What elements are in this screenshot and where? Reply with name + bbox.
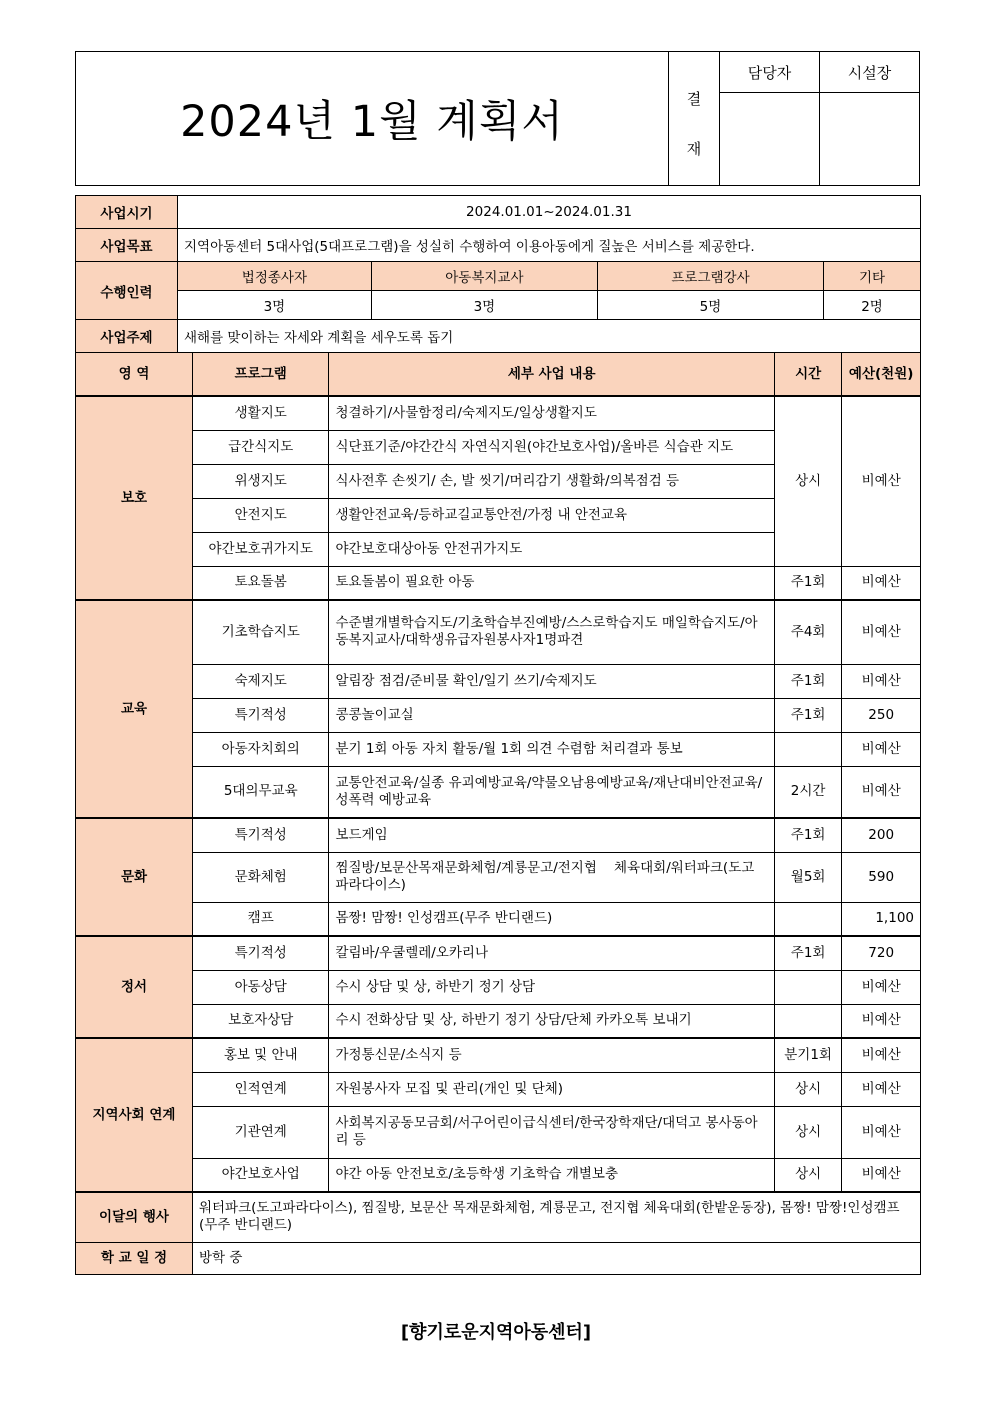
theme-value: 새해를 맞이하는 자세와 계획을 세우도록 돕기 — [178, 320, 921, 354]
approval-label — [669, 52, 720, 186]
signer-manager: 담당자 — [720, 52, 820, 93]
program-name: 안전지도 — [192, 498, 329, 532]
organization-footer: [향기로운지역아동센터] — [400, 1322, 592, 1343]
program-time: 월5회 — [774, 852, 841, 902]
goal-value: 지역아동센터 5대사업(5대프로그램)을 성실히 수행하여 이용아동에게 질높은 서비스를 제공한다. — [178, 229, 921, 262]
program-detail: 몸짱! 맘짱! 인성캠프(무주 반디랜드) — [329, 902, 774, 936]
program-time: 주1회 — [774, 698, 841, 732]
program-time: 상시 — [774, 396, 841, 566]
program-budget: 비예산 — [842, 566, 921, 600]
col-header-budget: 예산(천원) — [842, 353, 921, 397]
events-value: 워터파크(도고파라다이스), 찜질방, 보문산 목재문화체험, 계룡문고, 전지협 체육대회(한밭운동장), 몸짱! 맘짱!인성캠프(무주 반디랜드) — [192, 1192, 920, 1242]
program-name: 홍보 및 안내 — [192, 1038, 329, 1072]
school-schedule-value: 방학 중 — [192, 1242, 920, 1274]
program-time: 주1회 — [774, 936, 841, 970]
program-detail: 가정통신문/소식지 등 — [329, 1038, 774, 1072]
program-time — [774, 732, 841, 766]
program-detail: 식단표기준/야간간식 자연식지원(야간보호사업)/올바른 식습관 지도 — [329, 430, 774, 464]
program-name: 위생지도 — [192, 464, 329, 498]
program-budget: 비예산 — [842, 396, 921, 566]
program-detail: 식사전후 손씻기/ 손, 발 씻기/머리감기 생활화/의복점검 등 — [329, 464, 774, 498]
program-name: 토요돌봄 — [192, 566, 329, 600]
area-label: 보호 — [76, 396, 193, 600]
project-info-table — [75, 195, 921, 355]
approval-label-bottom: 재 — [686, 139, 702, 158]
program-detail: 사회복지공동모금회/서구어린이급식센터/한국장학재단/대덕고 봉사동아리 등 — [329, 1106, 774, 1158]
program-budget: 비예산 — [842, 732, 921, 766]
program-name: 생활지도 — [192, 396, 329, 430]
staff-header: 프로그램강사 — [597, 262, 823, 291]
program-detail: 분기 1회 아동 자치 활동/월 1회 의견 수렴함 처리결과 통보 — [329, 732, 774, 766]
staff-count: 5명 — [597, 291, 823, 320]
signature-box-manager — [720, 93, 820, 186]
signer-director: 시설장 — [820, 52, 920, 93]
program-time — [774, 1004, 841, 1038]
program-time: 주1회 — [774, 664, 841, 698]
area-label: 문화 — [76, 818, 193, 936]
program-budget: 720 — [842, 936, 921, 970]
program-detail: 수시 전화상담 및 상, 하반기 정기 상담/단체 카카오톡 보내기 — [329, 1004, 774, 1038]
area-label: 지역사회 연계 — [76, 1038, 193, 1192]
staff-header: 법정종사자 — [178, 262, 372, 291]
program-name: 특기적성 — [192, 818, 329, 852]
program-detail: 야간보호대상아동 안전귀가지도 — [329, 532, 774, 566]
program-name: 야간보호사업 — [192, 1158, 329, 1192]
program-time: 상시 — [774, 1072, 841, 1106]
program-name: 기초학습지도 — [192, 600, 329, 664]
program-detail: 교통안전교육/실종 유괴예방교육/약물오남용예방교육/재난대비안전교육/성폭력 예방교육 — [329, 766, 774, 818]
staff-count: 2명 — [824, 291, 921, 320]
area-label: 정서 — [76, 936, 193, 1038]
document-title: 2024년 1월 계획서 — [76, 52, 669, 186]
program-time: 주4회 — [774, 600, 841, 664]
program-detail: 토요돌봄이 필요한 아동 — [329, 566, 774, 600]
school-schedule-label: 학 교 일 정 — [76, 1242, 193, 1274]
program-detail: 알림장 점검/준비물 확인/일기 쓰기/숙제지도 — [329, 664, 774, 698]
program-name: 기관연계 — [192, 1106, 329, 1158]
staff-count: 3명 — [178, 291, 372, 320]
col-header-time: 시간 — [774, 353, 841, 397]
program-budget: 1,100 — [842, 902, 921, 936]
theme-label: 사업주제 — [76, 320, 178, 354]
program-detail: 수준별개별학습지도/기초학습부진예방/스스로학습지도 매일학습지도/아동복지교사/대학생유급자원봉사자1명파견 — [329, 600, 774, 664]
col-header-detail: 세부 사업 내용 — [329, 353, 774, 397]
program-name: 아동상담 — [192, 970, 329, 1004]
program-name: 캠프 — [192, 902, 329, 936]
program-detail: 자원봉사자 모집 및 관리(개인 및 단체) — [329, 1072, 774, 1106]
program-name: 특기적성 — [192, 936, 329, 970]
staff-label: 수행인력 — [76, 262, 178, 320]
program-budget: 200 — [842, 818, 921, 852]
staff-header: 기타 — [824, 262, 921, 291]
program-name: 숙제지도 — [192, 664, 329, 698]
program-name: 문화체험 — [192, 852, 329, 902]
program-time: 상시 — [774, 1106, 841, 1158]
program-budget: 비예산 — [842, 1158, 921, 1192]
program-time — [774, 902, 841, 936]
events-label: 이달의 행사 — [76, 1192, 193, 1242]
program-name: 보호자상담 — [192, 1004, 329, 1038]
program-budget: 비예산 — [842, 1038, 921, 1072]
program-detail: 수시 상담 및 상, 하반기 정기 상담 — [329, 970, 774, 1004]
program-budget: 비예산 — [842, 970, 921, 1004]
col-header-area: 영 역 — [76, 353, 193, 397]
program-plan-table — [75, 352, 921, 1275]
approval-header — [75, 51, 920, 186]
period-label: 사업시기 — [76, 196, 178, 229]
program-budget: 비예산 — [842, 664, 921, 698]
program-detail: 칼림바/우쿨렐레/오카리나 — [329, 936, 774, 970]
program-detail: 청결하기/사물함정리/숙제지도/일상생활지도 — [329, 396, 774, 430]
program-time: 상시 — [774, 1158, 841, 1192]
program-name: 급간식지도 — [192, 430, 329, 464]
program-detail: 생활안전교육/등하교길교통안전/가정 내 안전교육 — [329, 498, 774, 532]
goal-label: 사업목표 — [76, 229, 178, 262]
program-budget: 비예산 — [842, 600, 921, 664]
program-budget: 250 — [842, 698, 921, 732]
staff-count: 3명 — [371, 291, 597, 320]
program-budget: 비예산 — [842, 1072, 921, 1106]
program-time: 주1회 — [774, 818, 841, 852]
program-time — [774, 970, 841, 1004]
approval-label-top: 결 — [686, 89, 702, 108]
program-name: 야간보호귀가지도 — [192, 532, 329, 566]
program-name: 아동자치회의 — [192, 732, 329, 766]
program-name: 특기적성 — [192, 698, 329, 732]
program-budget: 비예산 — [842, 766, 921, 818]
program-detail: 콩콩놀이교실 — [329, 698, 774, 732]
program-detail: 보드게임 — [329, 818, 774, 852]
staff-header: 아동복지교사 — [371, 262, 597, 291]
program-name: 5대의무교육 — [192, 766, 329, 818]
program-budget: 비예산 — [842, 1106, 921, 1158]
program-time: 2시간 — [774, 766, 841, 818]
program-name: 인적연계 — [192, 1072, 329, 1106]
col-header-program: 프로그램 — [192, 353, 329, 397]
period-value: 2024.01.01~2024.01.31 — [178, 196, 921, 229]
program-detail: 찜질방/보문산목재문화체험/계룡문고/전지협 체육대회/워터파크(도고 파라다이스) — [329, 852, 774, 902]
program-detail: 야간 아동 안전보호/초등학생 기초학습 개별보충 — [329, 1158, 774, 1192]
program-time: 분기1회 — [774, 1038, 841, 1072]
program-time: 주1회 — [774, 566, 841, 600]
signature-box-director — [820, 93, 920, 186]
program-budget: 590 — [842, 852, 921, 902]
area-label: 교육 — [76, 600, 193, 818]
program-budget: 비예산 — [842, 1004, 921, 1038]
